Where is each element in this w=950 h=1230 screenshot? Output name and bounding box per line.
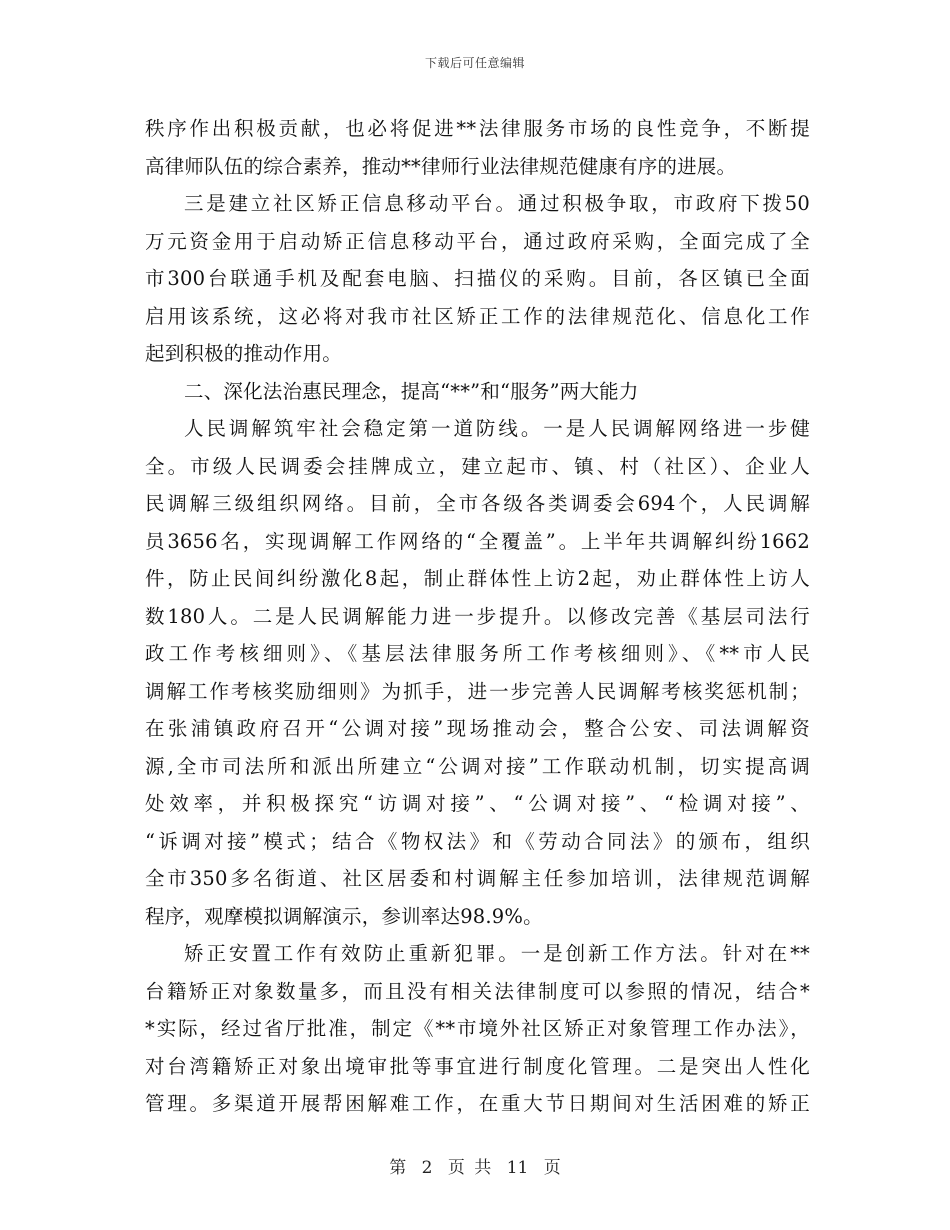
text-line: 启用该系统，这必将对我市社区矫正工作的法律规范化、信息化工作 — [145, 304, 810, 328]
text-line: 对台湾籍矫正对象出境审批等事宜进行制度化管理。二是突出人性化 — [145, 1054, 810, 1078]
text-line: 处效率，并积极探究“访调对接”、“公调对接”、“检调对接”、 — [145, 792, 810, 815]
text-line: 在张浦镇政府召开“公调对接”现场推动会，整合公安、司法调解资 — [145, 717, 810, 740]
text-line: *实际，经过省厅批准，制定《**市境外社区矫正对象管理工作办法》， — [145, 1017, 810, 1040]
text-line: 起到积极的推动作用。 — [145, 342, 343, 365]
text-line: 政工作考核细则》、《基层法律服务所工作考核细则》、《**市人民 — [145, 642, 810, 665]
page-footer — [0, 1153, 950, 1178]
text-line: 人民调解筑牢社会稳定第一道防线。一是人民调解网络进一步健 — [184, 417, 810, 440]
text-line: 二、深化法治惠民理念，提高“**”和“服务”两大能力 — [184, 379, 639, 403]
text-line: 员3656名，实现调解工作网络的“全覆盖”。上半年共调解纠纷1662 — [145, 529, 810, 553]
footer-total-pages: 11 — [506, 1158, 529, 1178]
page-header: 下载后可任意编辑 — [424, 56, 525, 70]
text-line: 全市350多名街道、社区居委和村调解主任参加培训，法律规范调解 — [145, 867, 810, 890]
text-line: 高律师队伍的综合素养，推动**律师行业法律规范健康有序的进展。 — [145, 154, 737, 178]
text-line: 矫正安置工作有效防止重新犯罪。一是创新工作方法。针对在** — [184, 942, 810, 965]
footer-page-number: 2 — [421, 1158, 433, 1178]
text-line: 台籍矫正对象数量多，而且没有相关法律制度可以参照的情况，结合* — [145, 979, 810, 1003]
footer-prefix: 第 — [389, 1158, 407, 1178]
text-line: 民调解三级组织网络。目前，全市各级各类调委会694个，人民调解 — [145, 492, 810, 515]
text-line: 源,全市司法所和派出所建立“公调对接”工作联动机制，切实提高调 — [145, 754, 810, 778]
text-line: 秩序作出积极贡献，也必将促进**法律服务市场的良性竞争，不断提 — [145, 117, 810, 140]
footer-suffix: 页 — [543, 1158, 561, 1178]
text-line: 三是建立社区矫正信息移动平台。通过积极争取，市政府下拨50 — [184, 192, 810, 215]
text-line: 管理。多渠道开展帮困解难工作，在重大节日期间对生活困难的矫正 — [145, 1092, 810, 1115]
document-body — [145, 110, 810, 1123]
text-line: 数180人。二是人民调解能力进一步提升。以修改完善《基层司法行 — [145, 604, 810, 628]
footer-middle: 页 共 — [447, 1158, 492, 1178]
text-line: 件，防止民间纠纷激化8起，制止群体性上访2起，劝止群体性上访人 — [145, 567, 810, 590]
text-line: 全。市级人民调委会挂牌成立，建立起市、镇、村（社区）、企业人 — [145, 454, 810, 478]
text-line: 万元资金用于启动矫正信息移动平台，通过政府采购，全面完成了全 — [145, 229, 810, 253]
text-line: 市300台联通手机及配套电脑、扫描仪的采购。目前，各区镇已全面 — [145, 267, 810, 290]
text-line: 调解工作考核奖励细则》为抓手，进一步完善人民调解考核奖惩机制； — [145, 679, 810, 703]
text-line: 程序，观摩模拟调解演示，参训率达98.9%。 — [145, 904, 543, 928]
text-line: “诉调对接”模式；结合《物权法》和《劳动合同法》的颁布，组织 — [145, 829, 810, 853]
